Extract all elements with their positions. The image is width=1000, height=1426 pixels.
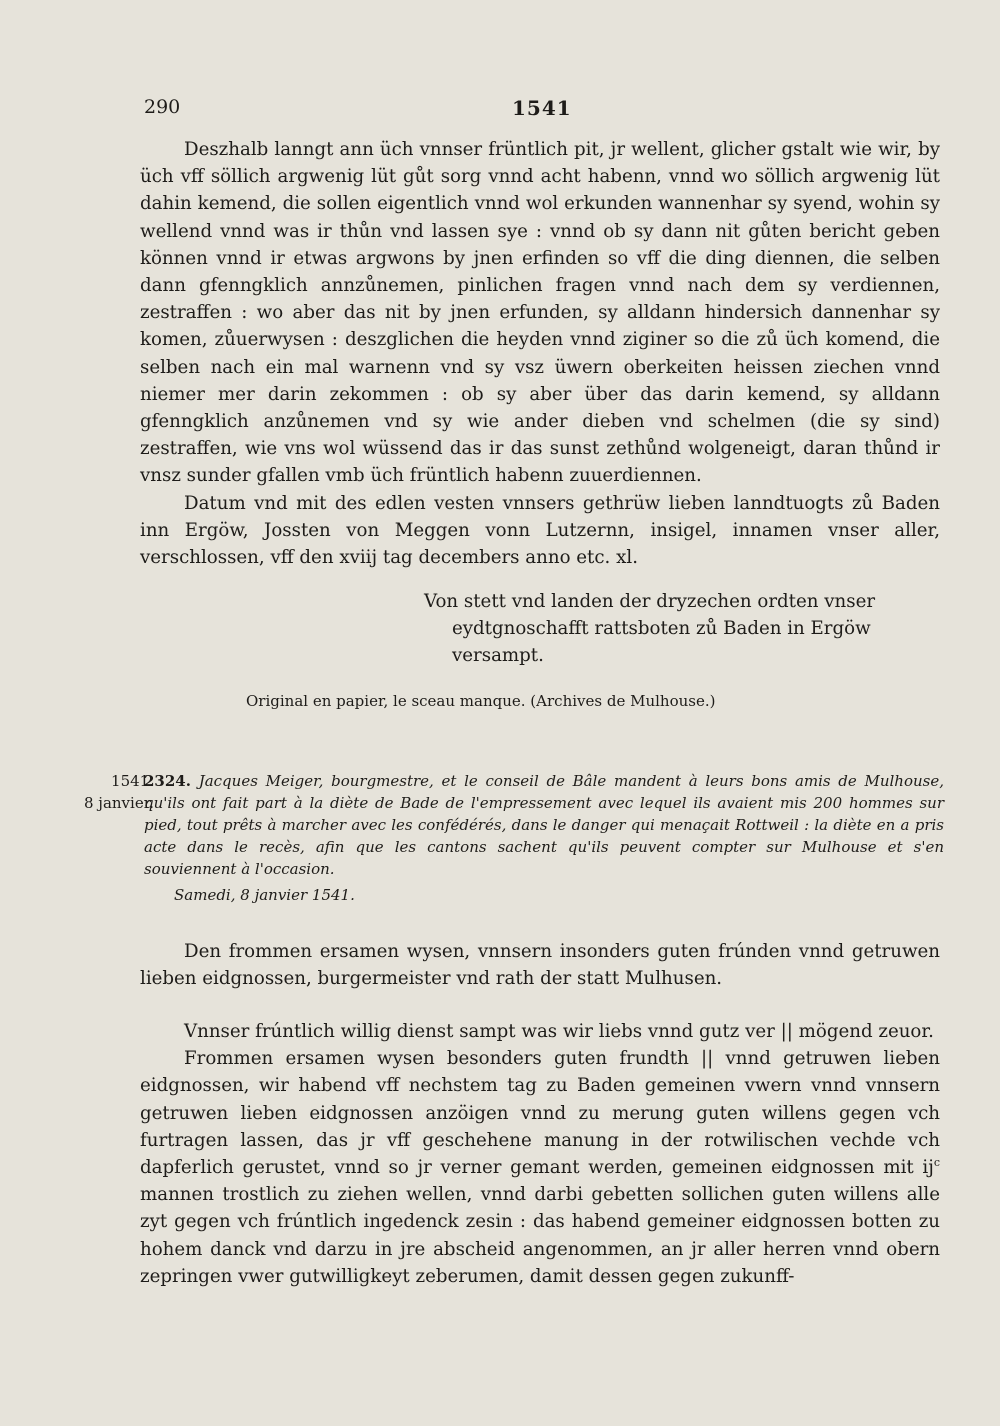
entry-summary-text: Jacques Meiger, bourgmestre, et le conseil de Bâle mandent à leurs bons amis de Mulhouse, qu'ils ont fait part à la diète de Bade de l'empressement avec lequel ils avaient mis 200 hommes sur pied, tout prêts à marcher avec les confédérés, dans le danger qui menaçait Rottweil : la diète en a pris acte dans le recès, afin que les cantons sachent qu'ils peuvent compter sur Mulhouse et s'en souviennent à l'occasion. <box>144 772 945 878</box>
letter2-paragraph-part-2: mannen trostlich zu ziehen wellen, vnnd darbi gebetten sollichen guten willens alle zyt gegen vch frúntlich ingedenck zesin : das habend gemeiner eidgnossen botten zu hohem danck vnd darzu in jre abscheid angenommen, an jr aller herren vnnd obern zepringen vwer gutwilligkeyt zeberumen, damit dessen gegen zukunff- <box>140 1184 940 1287</box>
letter1-text <box>140 136 940 571</box>
entry-date: Samedi, 8 janvier 1541. <box>174 886 355 904</box>
letter2-superscript: c <box>933 1155 940 1169</box>
entry-number: 2324. <box>144 772 191 790</box>
signature-line-2: eydtgnoschafft rattsboten zů Baden in Ergöw <box>452 618 871 639</box>
letter2-body <box>140 1018 940 1290</box>
letter2-address <box>140 938 940 992</box>
source-note: Original en papier, le sceau manque. (Archives de Mulhouse.) <box>246 692 716 710</box>
letter2-paragraph <box>140 1045 940 1290</box>
signature-line-1: Von stett vnd landen der dryzechen ordten vnser <box>424 591 876 612</box>
page-header <box>144 96 944 126</box>
running-year-heading: 1541 <box>512 96 572 120</box>
letter2-greeting: Vnnser frúntlich willig dienst sampt was wir liebs vnnd gutz ver || mögend zeuor. <box>184 1021 934 1042</box>
margin-date <box>64 770 154 814</box>
signature-line-3: versampt. <box>452 645 544 666</box>
margin-year: 1541. <box>111 772 154 790</box>
margin-day: 8 janvier. <box>83 794 154 812</box>
letter1-paragraph-2: Datum vnd mit des edlen vesten vnnsers gethrüw lieben lanndtuogts zů Baden inn Ergöw, Jossten von Meggen vonn Lutzernn, insigel, innamen vnser aller, verschlossen, vff den xviij tag decembers anno etc. xl. <box>140 492 940 569</box>
letter2-paragraph-part-1: Frommen ersamen wysen besonders guten frundth || vnnd getruwen lieben eidgnossen, wir habend vff nechstem tag zu Baden gemeinen vwern vnnd vnnsern getruwen lieben eidgnossen anzöigen vnnd zu merung guten willens gegen vch furtragen lassen, das jr vff geschehene manung in der rotwilischen vechde vch dapferlich gerustet, vnnd so jr verner gemant werden, gemeinen eidgnossen mit ij <box>140 1048 940 1179</box>
letter2-address-text: Den frommen ersamen wysen, vnnsern insonders guten frúnden vnnd getruwen lieben eidgnossen, burgermeister vnd rath der statt Mulhusen. <box>140 941 940 990</box>
entry-summary <box>144 770 944 880</box>
letter1-paragraph-1: Deszhalb lanngt ann üch vnnser früntlich pit, jr wellent, glicher gstalt wie wir, by üch vff söllich argwenig lüt gůt sorg vnnd acht habenn, vnnd wo söllich argwenig lüt dahin kemend, die sollen eigentlich vnnd wol erkunden wannenhar sy syend, wohin sy wellend vnnd was ir thůn vnd lassen sye : vnnd ob sy dann nit gůten bericht geben können vnnd ir etwas argwons by jnen erfinden so vff die ding diennen, die selben dann gfenngklich annzůnemen, pinlichen fragen vnnd nach dem sy verdiennen, zestraffen : wo aber das nit by jnen erfunden, sy alldann hindersich dannenhar sy komen, zůuerwysen : deszglichen die heyden vnnd ziginer so die zů üch komend, die selben nach ein mal warnenn vnd sy vsz üwern oberkeiten heissen ziechen vnnd niemer mer darin zekommen : ob sy aber über das darin kemend, sy alldann gfenngklich anzůnemen vnd sy wie ander dieben vnd schelmen (die sy sind) zestraffen, wie vns wol wüssend das ir das sunst zethůnd wolgeneigt, daran thůnd ir vnsz sunder gfallen vmb üch früntlich habenn zuuerdiennen. <box>140 139 940 487</box>
page-number: 290 <box>144 96 181 118</box>
